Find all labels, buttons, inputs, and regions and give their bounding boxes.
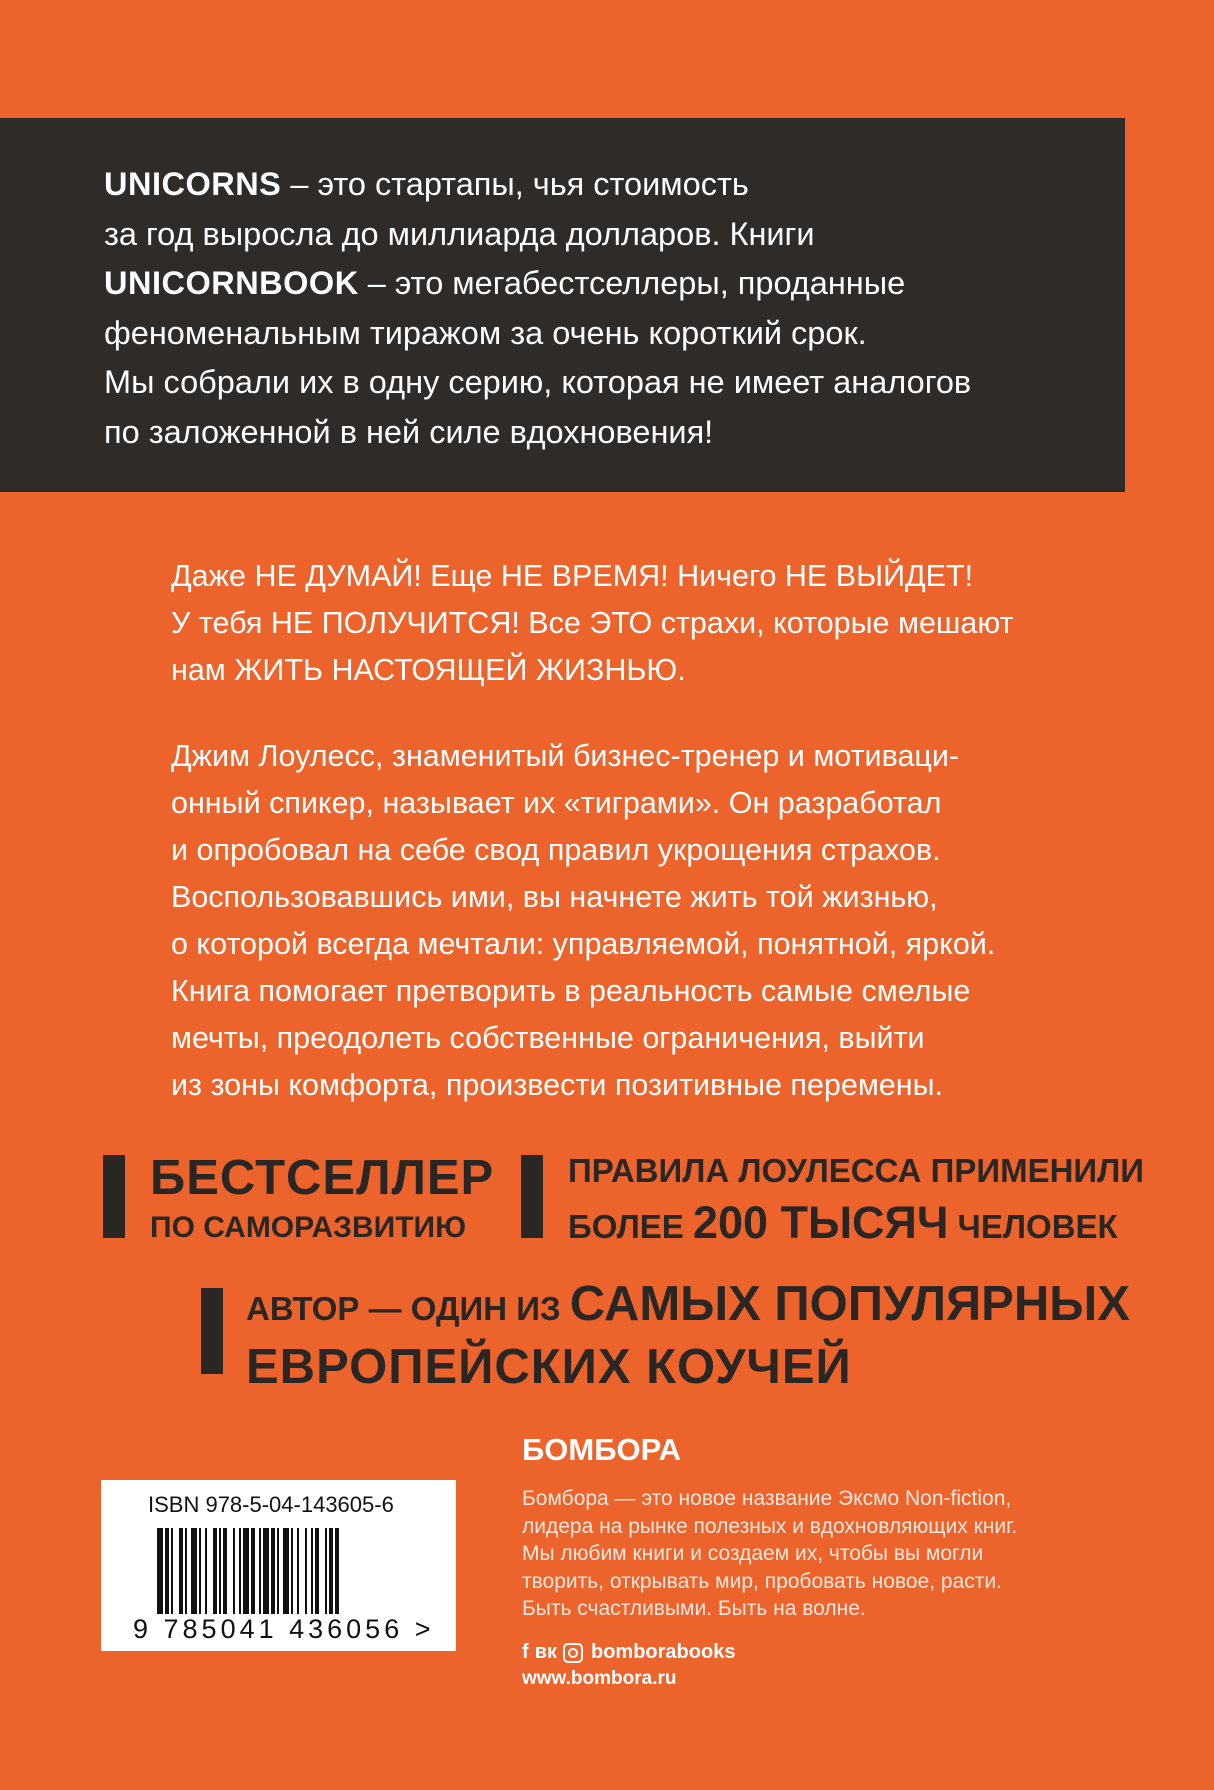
about-line: творить, открывать мир, пробовать новое, расти.: [522, 1569, 1002, 1593]
desc1-line: нам ЖИТЬ НАСТОЯЩЕЙ ЖИЗНЬЮ.: [171, 653, 686, 687]
badge-bar-rules: [521, 1155, 543, 1238]
intro-text-2: – это мегабестселлеры, проданные: [358, 265, 906, 301]
desc2-line: о которой всегда мечтали: управляемой, понятной, яркой.: [171, 927, 996, 961]
badge-bar-author: [201, 1288, 223, 1374]
bestseller-title: БЕСТСЕЛЛЕР: [150, 1151, 495, 1205]
about-line: лидера на рынке полезных и вдохновляющих книг.: [522, 1514, 1018, 1538]
intro-line-2: за год выросла до миллиарда долларов. Книги: [104, 215, 815, 252]
social-handle[interactable]: bomborabooks: [590, 1641, 736, 1663]
desc2-line: из зоны комфорта, произвести позитивные перемены.: [171, 1068, 944, 1102]
author-line-2: ЕВРОПЕЙСКИХ КОУЧЕЙ: [246, 1340, 852, 1394]
barcode-icon: [157, 1528, 419, 1614]
rules-line-1: ПРАВИЛА ЛОУЛЕССА ПРИМЕНИЛИ: [568, 1152, 1145, 1189]
intro-line-5: Мы собрали их в одну серию, которая не имеет аналогов: [104, 364, 972, 400]
about-line: Мы любим книги и создаем их, чтобы вы могли: [522, 1542, 984, 1565]
desc2-line: и опробовал на себе свод правил укрощения страхов.: [171, 833, 941, 867]
website-link[interactable]: www.bombora.ru: [522, 1668, 677, 1689]
rules-count: 200 ТЫСЯЧ: [692, 1197, 949, 1248]
author-line-1: [246, 1273, 1130, 1340]
instagram-icon[interactable]: [563, 1643, 583, 1663]
bestseller-badge: [150, 1150, 494, 1250]
publisher-logo: БОМБОРА: [522, 1432, 681, 1467]
rules-line-2: [568, 1192, 1144, 1258]
rules-badge: [568, 1150, 1144, 1258]
series-intro-text: [104, 160, 1084, 457]
unicorns-word: UNICORNS: [104, 166, 282, 202]
about-line: Бомбора — это новое название Эксмо Non-fiction,: [522, 1487, 1012, 1510]
vk-icon[interactable]: вк: [534, 1641, 557, 1663]
intro-line-6: по заложенной в ней силе вдохновения!: [104, 413, 714, 450]
desc2-line: Воспользовавшись ими, вы начнете жить той жизнью,: [171, 880, 938, 914]
about-line: Быть счастливыми. Быть на волне.: [522, 1597, 866, 1620]
rules-line-2-end: ЧЕЛОВЕК: [948, 1208, 1118, 1245]
isbn-text: ISBN 978-5-04-143605-6: [148, 1492, 394, 1517]
bestseller-subtitle: ПО САМОРАЗВИТИЮ: [150, 1211, 467, 1244]
desc2-line: онный спикер, называет их «тиграми». Он разработал: [171, 786, 942, 820]
social-links: [522, 1641, 735, 1664]
desc1-line: У тебя НЕ ПОЛУЧИТСЯ! Все ЭТО страхи, которые мешают: [171, 606, 1014, 640]
badge-bar-bestseller: [103, 1155, 125, 1238]
desc2-line: Книга помогает претворить в реальность самые смелые: [171, 974, 971, 1008]
author-line-1-start: АВТОР — ОДИН ИЗ: [246, 1290, 570, 1327]
author-highlight: САМЫХ ПОПУЛЯРНЫХ: [569, 1277, 1130, 1331]
series-intro-panel: [0, 118, 1125, 492]
barcode-digits: 9 785041 436056 >: [133, 1614, 435, 1644]
rules-line-2-start: БОЛЕЕ: [568, 1208, 693, 1245]
facebook-icon[interactable]: f: [522, 1641, 529, 1663]
description-paragraph-1: [171, 553, 1111, 694]
intro-line-4: феноменальным тиражом за очень короткий срок.: [104, 314, 867, 351]
desc2-line: мечты, преодолеть собственные ограничения, выйти: [171, 1021, 925, 1055]
desc2-line: Джим Лоулесс, знаменитый бизнес-тренер и мотиваци-: [171, 739, 960, 773]
unicornbook-word: UNICORNBOOK: [104, 265, 359, 301]
intro-text-1: – это стартапы, чья стоимость: [281, 166, 749, 202]
barcode-box: [101, 1480, 456, 1651]
publisher-about: [522, 1485, 1122, 1623]
author-badge: [246, 1273, 1130, 1394]
desc1-line: Даже НЕ ДУМАЙ! Еще НЕ ВРЕМЯ! Ничего НЕ ВЫЙДЕТ!: [171, 559, 974, 593]
description-paragraph-2: [171, 733, 1111, 1109]
